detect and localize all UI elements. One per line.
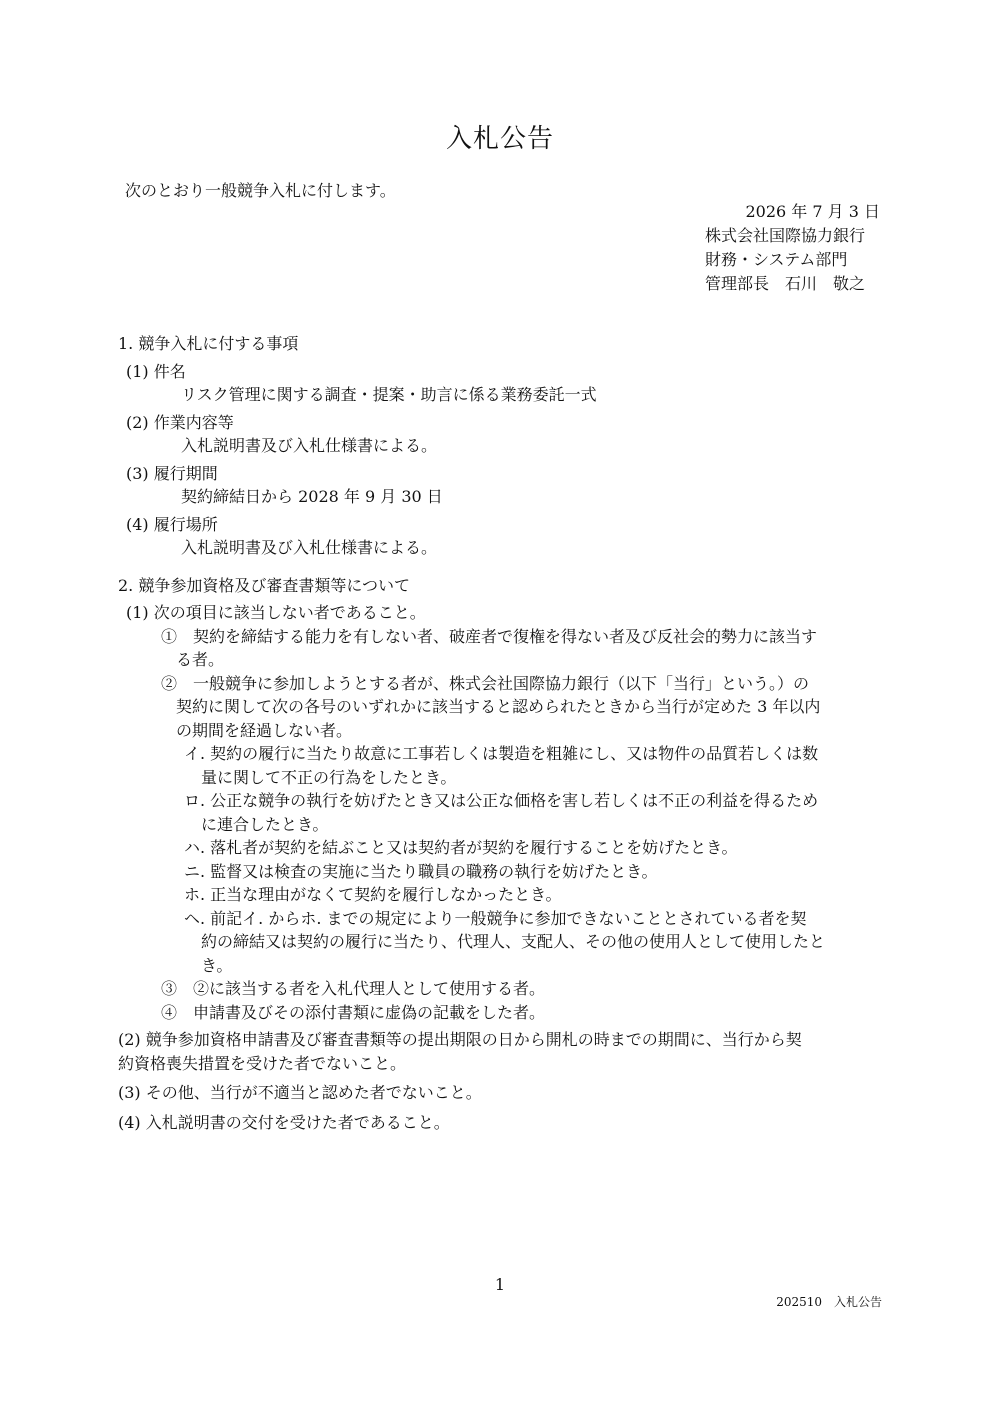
clause-4: ④ 申請書及びその添付書類に虚偽の記載をした者。	[161, 1002, 546, 1022]
sub-clause-ha: ハ. 落札者が契約を結ぶこと又は契約者が契約を履行することを妨げたとき。	[184, 838, 738, 857]
issuer-signer: 管理部長 石川 敬之	[705, 274, 866, 293]
item-label: (3) 履行期間	[126, 463, 218, 483]
item-label: (2) 作業内容等	[126, 412, 234, 432]
clause-2-line: 契約に関して次の各号のいずれかに該当すると認められたときから当行が定めた 3 年以内	[176, 697, 821, 716]
section-1-item	[118, 360, 882, 407]
sub-clause-he: き。	[201, 955, 233, 975]
item-text: 入札説明書及び入札仕様書による。	[181, 436, 438, 455]
section-2-item-4: (4) 入札説明書の交付を受けた者であること。	[118, 1112, 450, 1132]
footer-text: 202510 入札公告	[776, 1295, 882, 1309]
issuer-department: 財務・システム部門	[705, 250, 848, 269]
sub-clause-ro: ロ. 公正な競争の執行を妨げたとき又は公正な価格を害し若しくは不正の利益を得るため	[184, 791, 819, 810]
clause-3: ③ ②に該当する者を入札代理人として使用する者。	[161, 979, 546, 998]
section-1-item	[118, 411, 882, 458]
section-2-heading: 2. 競争参加資格及び審査書類等について	[118, 575, 411, 595]
clause-2-line: の期間を経過しない者。	[176, 720, 353, 740]
section-1-item	[118, 513, 882, 560]
sub-clause-ho: ホ. 正当な理由がなくて契約を履行しなかったとき。	[184, 885, 562, 904]
clause-1-line: ① 契約を締結する能力を有しない者、破産者で復権を得ない者及び反社会的勢力に該当す	[161, 626, 818, 646]
sub-clause-i: 量に関して不正の行為をしたとき。	[201, 767, 457, 787]
item-line: 約資格喪失措置を受けた者でないこと。	[118, 1053, 407, 1073]
item-label: (4) 履行場所	[126, 514, 218, 534]
section-1-heading: 1. 競争入札に付する事項	[118, 334, 299, 353]
page-number: 1	[494, 1275, 506, 1294]
issue-date: 2026 年 7 月 3 日	[745, 202, 880, 221]
sub-clause-he: ヘ. 前記イ. からホ. までの規定により一般競争に参加できないこととされている者を契	[184, 908, 807, 928]
intro-text: 次のとおり一般競争入札に付します。	[125, 181, 396, 200]
section-2-item-3: (3) その他、当行が不適当と認めた者でないこと。	[118, 1083, 482, 1102]
sub-clause-ni: ニ. 監督又は検査の実施に当たり職員の職務の執行を妨げたとき。	[184, 861, 658, 881]
sub-clause-i: イ. 契約の履行に当たり故意に工事若しくは製造を粗雑にし、又は物件の品質若しくは数	[184, 744, 819, 763]
item-label: (1) 次の項目に該当しない者であること。	[126, 603, 426, 622]
item-text: 契約締結日から 2028 年 9 月 30 日	[181, 487, 443, 506]
section-1-item	[118, 462, 882, 509]
section-2-item-1	[118, 601, 882, 1024]
issuer-block	[600, 200, 880, 296]
issuer-company: 株式会社国際協力銀行	[705, 226, 866, 245]
item-line: (2) 競争参加資格申請書及び審査書類等の提出期限の日から開札の時までの期間に、当行から契	[118, 1030, 802, 1049]
item-text: 入札説明書及び入札仕様書による。	[181, 538, 438, 557]
clause-1-line: る者。	[176, 650, 225, 669]
document-body	[118, 332, 882, 1134]
sub-clause-ro: に連合したとき。	[201, 814, 329, 834]
item-text: リスク管理に関する調査・提案・助言に係る業務委託一式	[181, 385, 597, 404]
clause-2-line: ② 一般競争に参加しようとする者が、株式会社国際協力銀行（以下「当行」という。）の	[161, 673, 810, 693]
sub-clause-he: 約の締結又は契約の履行に当たり、代理人、支配人、その他の使用人として使用したと	[201, 932, 826, 951]
section-2-item-2	[118, 1028, 882, 1075]
item-label: (1) 件名	[126, 361, 186, 381]
page-title: 入札公告	[445, 124, 554, 154]
